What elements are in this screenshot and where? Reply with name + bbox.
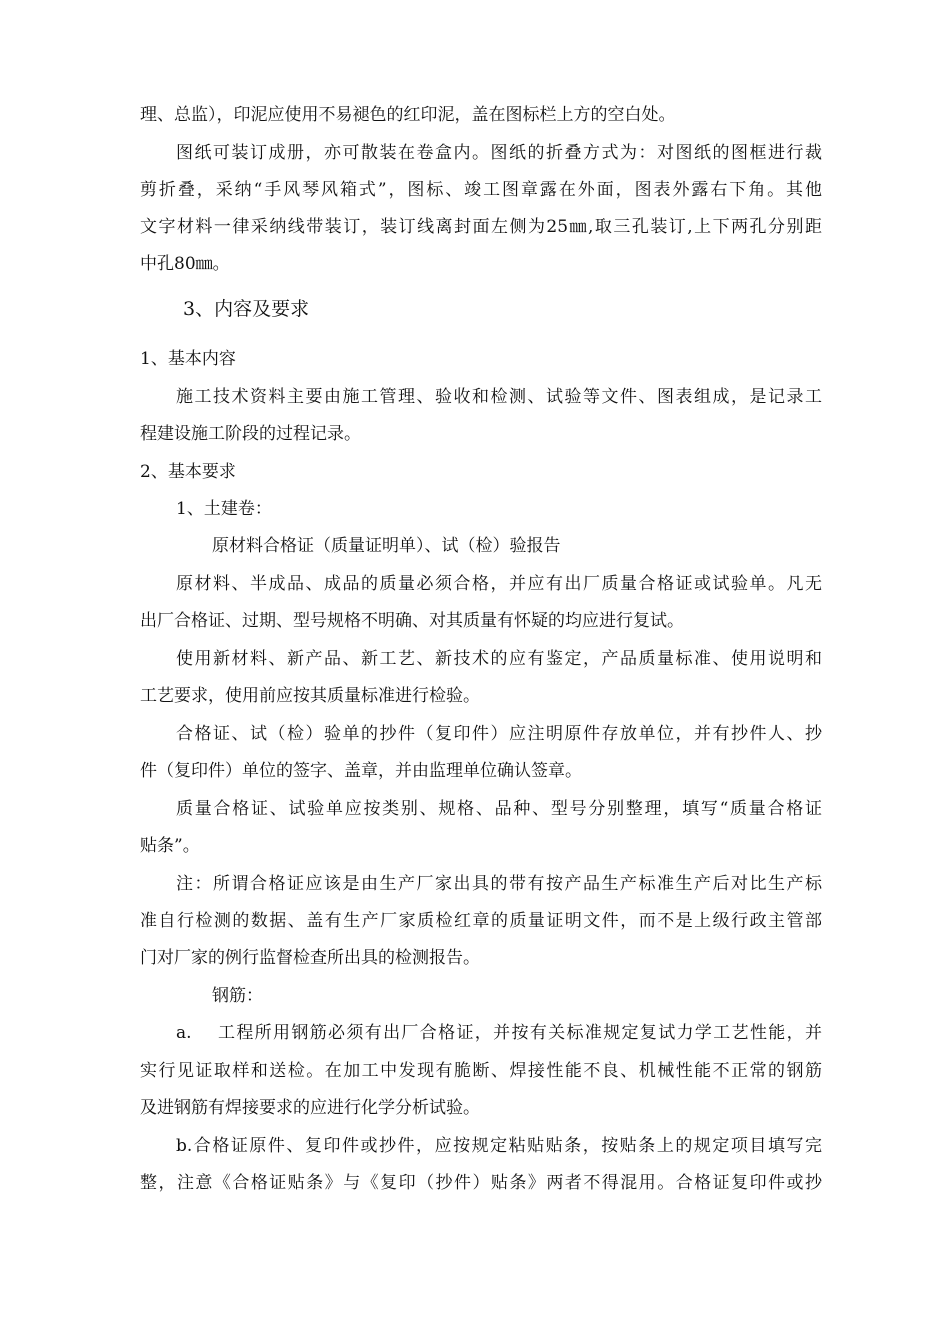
item-heading: 原材料合格证（质量证明单）、试（检）验报告: [212, 536, 561, 556]
paragraph-line: 理、总监），印泥应使用不易褪色的红印泥，盖在图标栏上方的空白处。: [140, 105, 676, 125]
paragraph-line: 件（复印件）单位的签字、盖章，并由监理单位确认签章。: [140, 761, 582, 781]
section-heading: 3、内容及要求: [183, 298, 310, 320]
paragraph-line: 施工技术资料主要由施工管理、验收和检测、试验等文件、图表组成，是记录工: [176, 387, 822, 407]
paragraph-line: 工艺要求，使用前应按其质量标准进行检验。: [140, 686, 480, 706]
paragraph-line: 图纸可装订成册，亦可散装在卷盒内。图纸的折叠方式为：对图纸的图框进行裁: [176, 143, 822, 163]
paragraph-line: 文字材料一律采纳线带装订，装订线离封面左侧为25㎜,取三孔装订,上下两孔分别距: [140, 217, 822, 237]
paragraph-line: 及进钢筋有焊接要求的应进行化学分析试验。: [140, 1098, 480, 1118]
paragraph-line: 质量合格证、试验单应按类别、规格、品种、型号分别整理，填写“质量合格证: [176, 799, 822, 819]
paragraph-line: 门对厂家的例行监督检查所出具的检测报告。: [140, 948, 480, 968]
subsection-heading: 2、基本要求: [140, 462, 236, 482]
paragraph-line: 准自行检测的数据、盖有生产厂家质检红章的质量证明文件，而不是上级行政主管部: [140, 911, 822, 931]
paragraph-line: a. 工程所用钢筋必须有出厂合格证，并按有关标准规定复试力学工艺性能，并: [176, 1023, 822, 1043]
paragraph-line: 合格证、试（检）验单的抄件（复印件）应注明原件存放单位，并有抄件人、抄: [176, 724, 822, 744]
paragraph-line: 中孔80㎜。: [140, 254, 230, 274]
paragraph-line: 程建设施工阶段的过程记录。: [140, 424, 361, 444]
paragraph-line: 注：所谓合格证应该是由生产厂家出具的带有按产品生产标准生产后对比生产标: [176, 874, 822, 894]
paragraph-line: 贴条”。: [140, 836, 200, 856]
subsection-heading: 1、基本内容: [140, 349, 236, 369]
paragraph-line: 使用新材料、新产品、新工艺、新技术的应有鉴定，产品质量标准、使用说明和: [176, 649, 822, 669]
paragraph-line: 出厂合格证、过期、型号规格不明确、对其质量有怀疑的均应进行复试。: [140, 611, 684, 631]
item-heading: 钢筋：: [212, 986, 263, 1006]
item-heading: 1、土建卷：: [176, 499, 272, 519]
paragraph-line: 剪折叠，采纳“手风琴风箱式”，图标、竣工图章露在外面，图表外露右下角。其他: [140, 180, 822, 200]
paragraph-line: 整，注意《合格证贴条》与《复印（抄件）贴条》两者不得混用。合格证复印件或抄: [140, 1173, 822, 1193]
paragraph-line: b.合格证原件、复印件或抄件，应按规定粘贴贴条，按贴条上的规定项目填写完: [176, 1136, 822, 1156]
paragraph-line: 实行见证取样和送检。在加工中发现有脆断、焊接性能不良、机械性能不正常的钢筋: [140, 1061, 822, 1081]
paragraph-line: 原材料、半成品、成品的质量必须合格，并应有出厂质量合格证或试验单。凡无: [176, 574, 822, 594]
